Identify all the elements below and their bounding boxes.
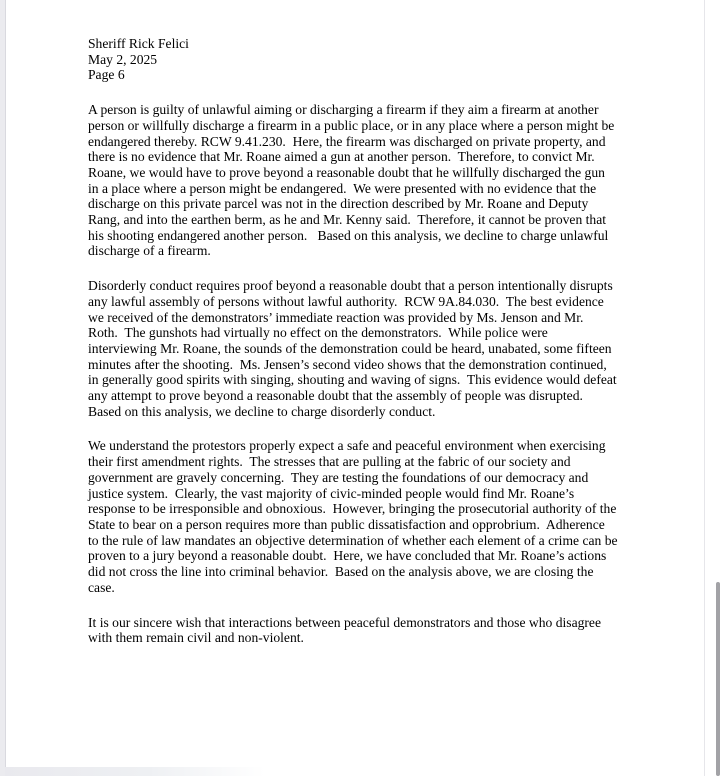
text-line: there is no evidence that Mr. Roane aimed a gun at another person. Therefore, to convict Mr. <box>88 149 595 165</box>
text-line: interviewing Mr. Roane, the sounds of the demonstration could be heard, unabated, some fifteen <box>88 340 612 356</box>
text-line: Roane, we would have to prove beyond a reasonable doubt that he willfully discharged the gun <box>88 164 605 180</box>
text-line: government are gravely concerning. They are testing the foundations of our democracy and <box>88 469 589 485</box>
text-line: discharge on this private parcel was not in the direction described by Mr. Roane and Deputy <box>88 196 589 212</box>
text-line: Disorderly conduct requires proof beyond a reasonable doubt that a person intentionally disrupts <box>88 278 613 294</box>
text-line: person or willfully discharge a firearm in a public place, or in any place where a person might be <box>88 117 615 133</box>
scrollbar-thumb[interactable] <box>716 582 720 776</box>
text-line: his shooting endangered another person. Based on this analysis, we decline to charge unlawful <box>88 227 609 243</box>
text-line: their first amendment rights. The stresses that are pulling at the fabric of our society and <box>88 454 571 470</box>
header-recipient: Sheriff Rick Felici <box>88 36 189 51</box>
paragraph-closing-wish <box>88 615 640 646</box>
letter-header <box>88 36 640 83</box>
text-line: Based on this analysis, we decline to charge disorderly conduct. <box>88 403 436 419</box>
text-line: Rang, and into the earthen berm, as he and Mr. Kenny said. Therefore, it cannot be proven that <box>88 212 607 228</box>
header-page-number: Page 6 <box>88 67 125 83</box>
text-line: justice system. Clearly, the vast majority of civic-minded people would find Mr. Roane’s <box>88 485 575 501</box>
text-line: A person is guilty of unlawful aiming or discharging a firearm if they aim a firearm at another <box>88 102 599 118</box>
paragraph-unlawful-discharge <box>88 102 640 259</box>
page-left-edge <box>0 0 6 776</box>
page-bottom-edge <box>5 767 265 776</box>
text-line: any lawful assembly of persons without lawful authority. RCW 9A.84.030. The best evidence <box>88 293 604 309</box>
header-date: May 2, 2025 <box>88 51 158 67</box>
text-line: in generally good spirits with singing, shouting and waving of signs. This evidence would defeat <box>88 372 617 388</box>
text-line: minutes after the shooting. Ms. Jensen’s second video shows that the demonstration continued, <box>88 356 607 372</box>
text-line: case. <box>88 579 115 595</box>
page-right-edge <box>704 0 705 776</box>
text-line: proven to a jury beyond a reasonable doubt. Here, we have concluded that Mr. Roane’s actions <box>88 548 607 564</box>
text-line: discharge of a firearm. <box>88 243 211 259</box>
text-line: to the rule of law mandates an objective determination of whether each element of a crime can be <box>88 532 618 548</box>
letter-page <box>88 36 640 646</box>
text-line: in a place where a person might be endangered. We were presented with no evidence that the <box>88 180 597 196</box>
text-line: any attempt to prove beyond a reasonable doubt that the assembly of people was disrupted. <box>88 388 583 404</box>
scrollbar[interactable] <box>715 0 720 776</box>
text-line: We understand the protestors properly expect a safe and peaceful environment when exercising <box>88 438 606 454</box>
text-line: It is our sincere wish that interactions between peaceful demonstrators and those who disagree <box>88 614 601 630</box>
paragraph-disorderly-conduct <box>88 278 640 419</box>
text-line: response to be irresponsible and obnoxious. However, bringing the prosecutorial authority of the <box>88 501 617 517</box>
paragraph-conclusion <box>88 438 640 595</box>
text-line: State to bear on a person requires more than public dissatisfaction and opprobrium. Adherence <box>88 516 605 532</box>
text-line: endangered thereby. RCW 9.41.230. Here, the firearm was discharged on private property, and <box>88 133 606 149</box>
text-line: we received of the demonstrators’ immediate reaction was provided by Ms. Jenson and Mr. <box>88 309 584 325</box>
text-line: with them remain civil and non-violent. <box>88 630 304 646</box>
text-line: Roth. The gunshots had virtually no effect on the demonstrators. While police were <box>88 325 548 341</box>
text-line: did not cross the line into criminal behavior. Based on the analysis above, we are closing the <box>88 564 594 580</box>
